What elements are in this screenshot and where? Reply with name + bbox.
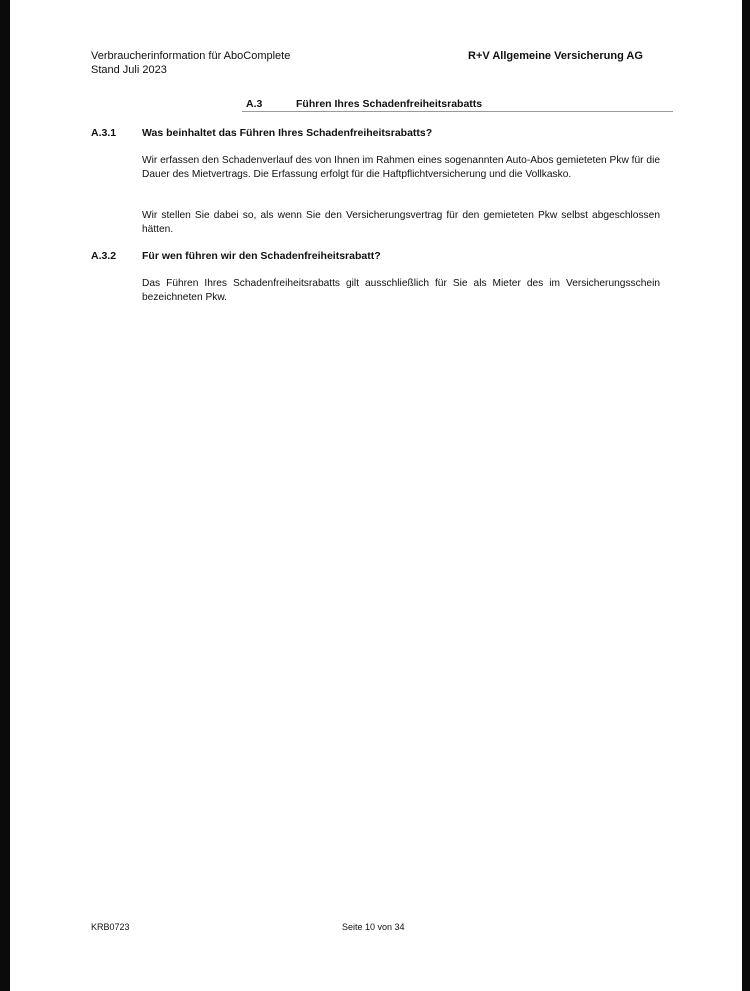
header-doc-date: Stand Juli 2023 bbox=[91, 64, 167, 76]
section-title: Führen Ihres Schadenfreiheitsrabatts bbox=[296, 98, 483, 110]
section-number: A.3 bbox=[246, 98, 263, 110]
subsection-title: Was beinhaltet das Führen Ihres Schadenfreiheitsrabatts? bbox=[142, 127, 433, 139]
subsection-number: A.3.2 bbox=[91, 250, 117, 262]
header-company: R+V Allgemeine Versicherung AG bbox=[468, 50, 643, 62]
subsection-number: A.3.1 bbox=[91, 127, 117, 139]
section-divider bbox=[242, 111, 673, 112]
header-doc-title: Verbraucherinformation für AboComplete bbox=[91, 50, 291, 62]
footer-page-number: Seite 10 von 34 bbox=[342, 922, 405, 932]
document-page bbox=[10, 0, 742, 991]
paragraph: Wir stellen Sie dabei so, als wenn Sie den Versicherungsvertrag für den gemieteten Pkw selbst abgeschlossen hätten. bbox=[142, 210, 660, 235]
footer-code: KRB0723 bbox=[91, 922, 130, 932]
subsection-title: Für wen führen wir den Schadenfreiheitsrabatt? bbox=[142, 250, 381, 262]
paragraph: Wir erfassen den Schadenverlauf des von Ihnen im Rahmen eines sogenannten Auto-Abos gemieteten Pkw für die Dauer des Mietvertrags. Die Erfassung erfolgt für die Haftpflichtversicherung und die Vollkasko. bbox=[142, 155, 660, 180]
paragraph: Das Führen Ihres Schadenfreiheitsrabatts gilt ausschließlich für Sie als Mieter des im Versicherungsschein bezeichneten Pkw. bbox=[142, 278, 660, 303]
